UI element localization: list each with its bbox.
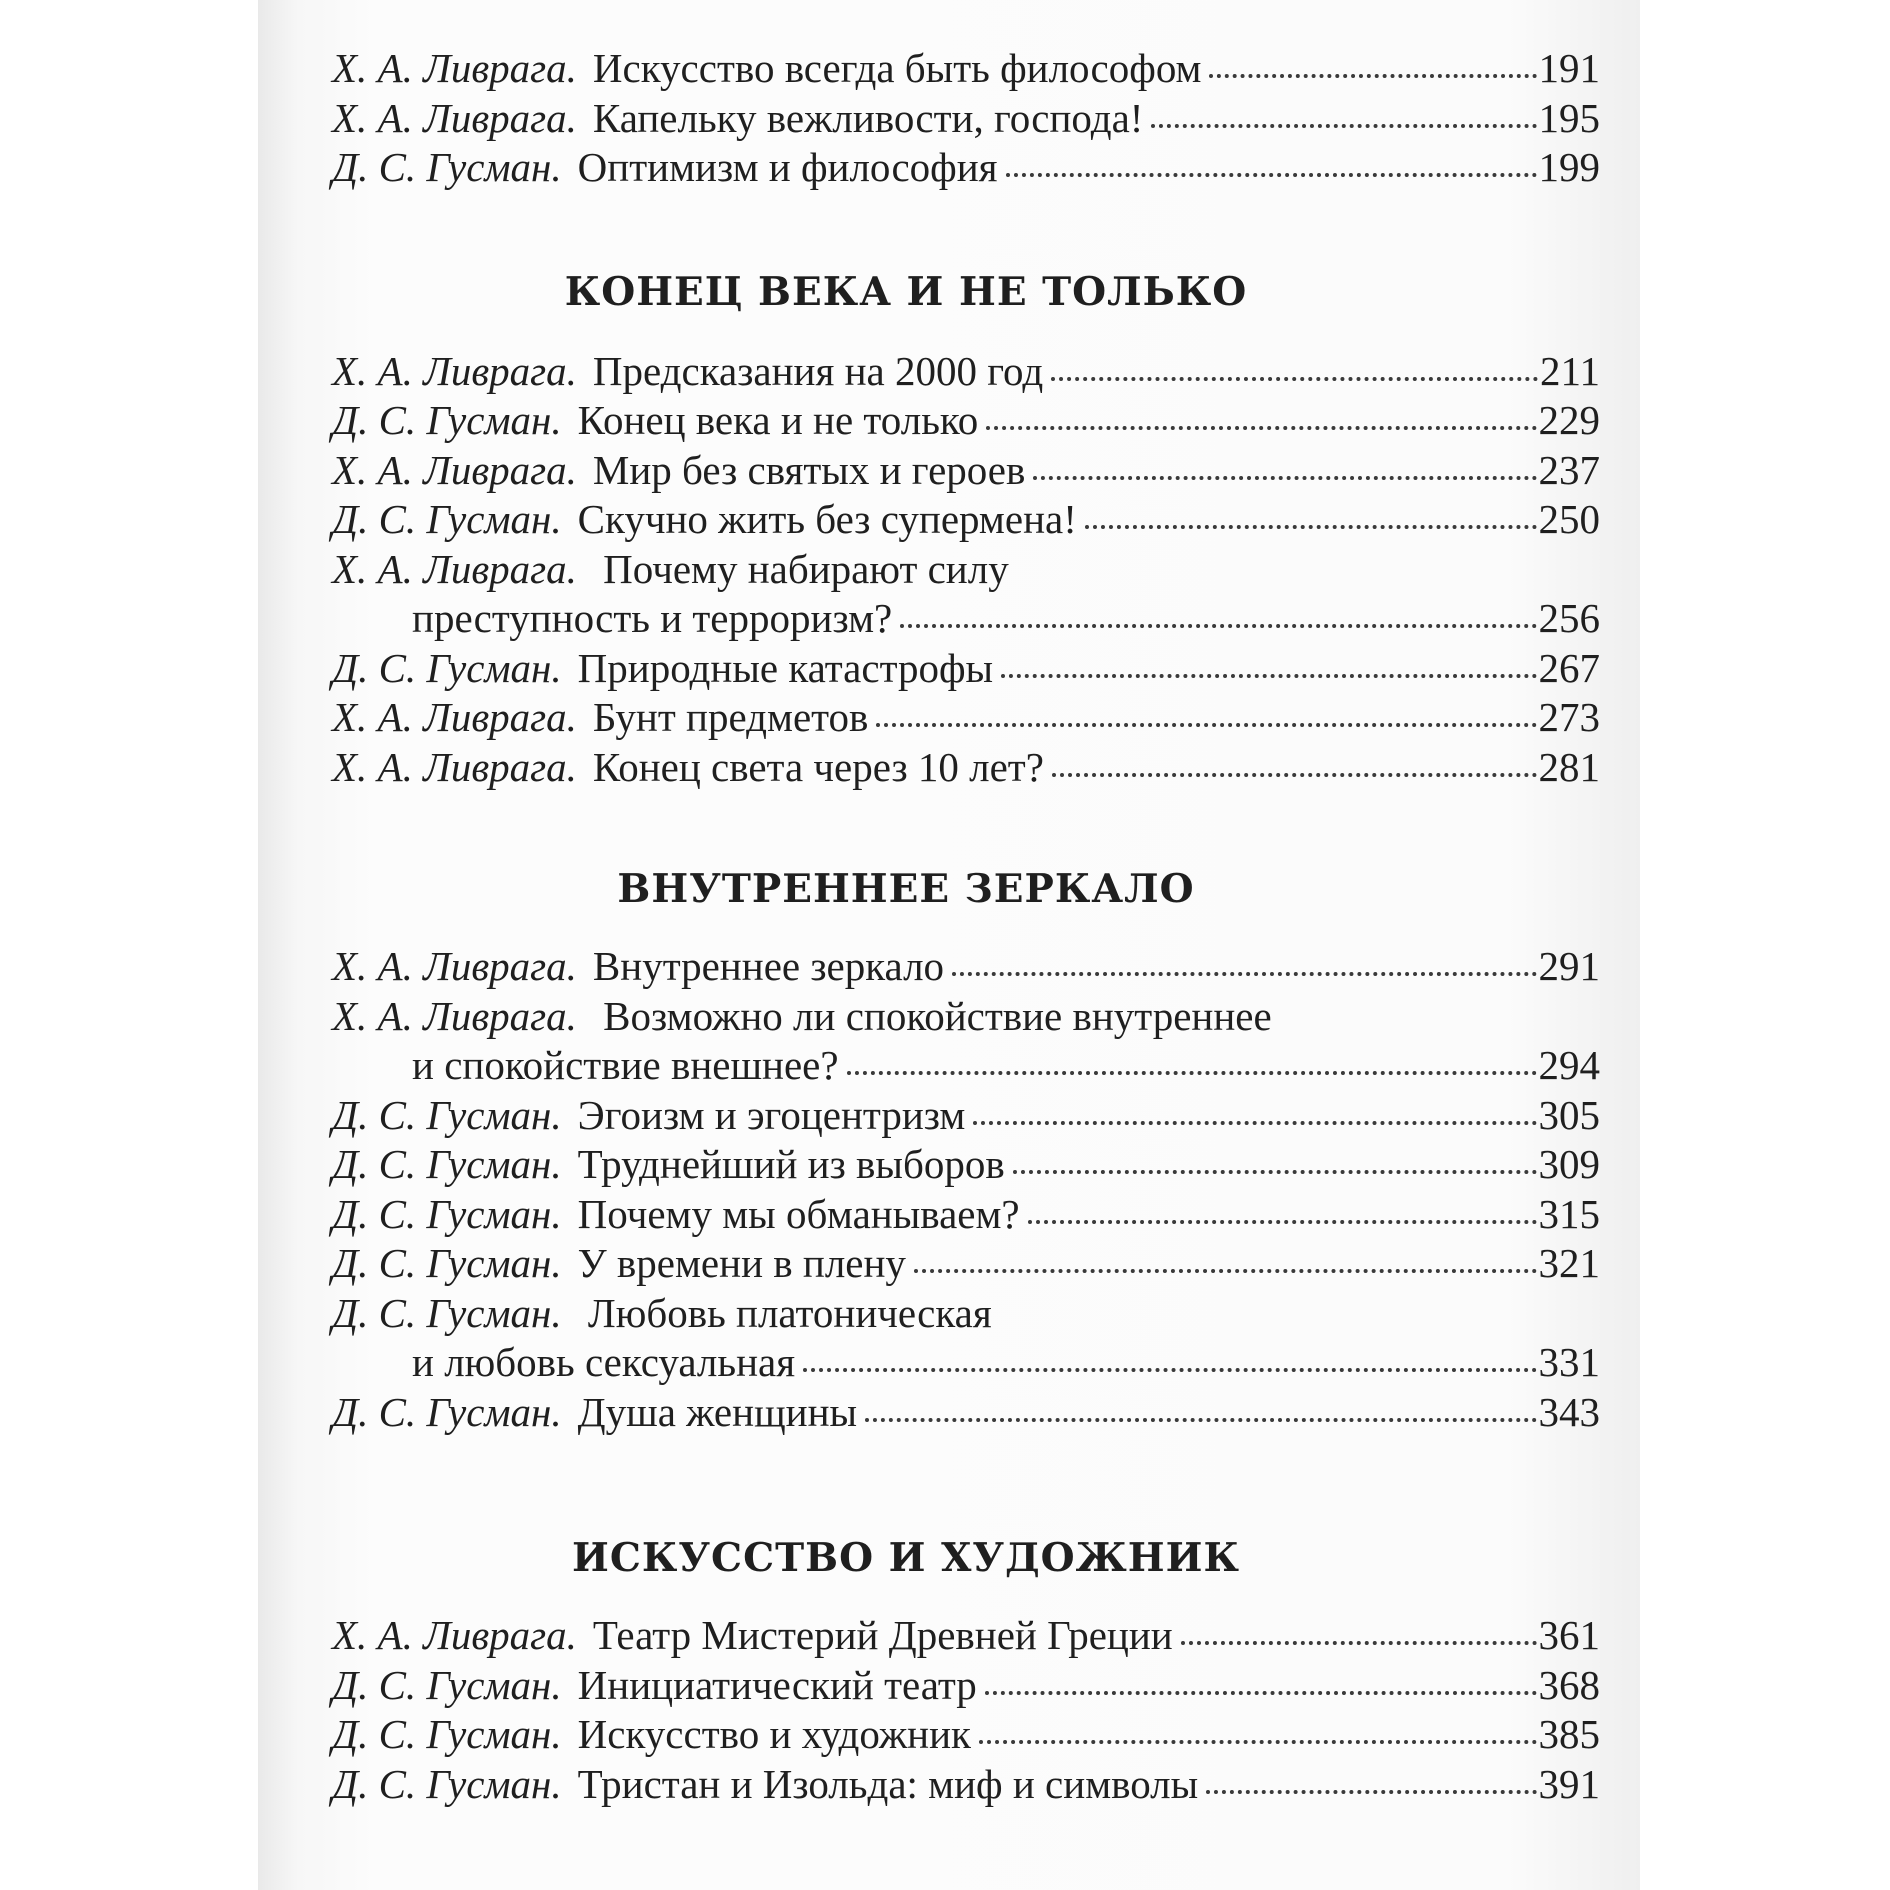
toc-entry [332, 495, 1600, 545]
dot-leader [1051, 377, 1538, 381]
entry-page-number: 391 [1538, 1760, 1600, 1807]
entry-author: Д. С. Гусман. [332, 1661, 562, 1708]
entry-page-number: 385 [1538, 1711, 1600, 1757]
entry-title: Искусство всегда быть философом [592, 45, 1202, 91]
entry-author: Х. А. Ливрага. [332, 694, 577, 740]
entry-title: Почему набирают силу [603, 545, 1009, 592]
entry-author: Х. А. Ливрага. [332, 45, 577, 91]
entry-title: Конец света через 10 лет? [592, 743, 1044, 790]
entry-author: Д. С. Гусман. [332, 1711, 562, 1757]
toc-entry [332, 396, 1600, 446]
entry-author: Х. А. Ливрага. [332, 347, 577, 394]
entry-title: У времени в плену [577, 1240, 906, 1286]
dot-leader [1181, 1641, 1537, 1645]
dot-leader [986, 426, 1536, 430]
entry-page-number: 343 [1538, 1388, 1600, 1435]
toc-entry-continuation [332, 1041, 1600, 1091]
section-heading: ИСКУССТВО И ХУДОЖНИК [572, 1535, 1240, 1581]
entry-page-number: 281 [1538, 743, 1600, 790]
toc-entry [332, 44, 1600, 94]
toc-entry [332, 1388, 1600, 1438]
toc-entry [332, 1611, 1600, 1661]
entry-page-number: 291 [1538, 943, 1600, 989]
entry-author: Х. А. Ливрага. [332, 446, 577, 493]
dot-leader [900, 624, 1536, 628]
entry-page-number: 211 [1540, 347, 1600, 394]
entry-title: Предсказания на 2000 год [592, 347, 1044, 394]
entry-author: Д. С. Гусман. [332, 1760, 562, 1807]
entry-title: Эгоизм и эгоцентризм [577, 1091, 966, 1138]
dot-leader [876, 723, 1536, 727]
entry-title: Конец века и не только [577, 397, 979, 443]
entry-title: Возможно ли спокойствие внутреннее [603, 992, 1272, 1039]
entry-title: Оптимизм и философия [577, 144, 998, 190]
entry-author: Д. С. Гусман. [332, 144, 562, 190]
entry-author: Х. А. Ливрага. [332, 943, 577, 989]
entry-page-number: 321 [1538, 1240, 1600, 1286]
toc-entry [332, 1661, 1600, 1711]
entry-title-continuation: преступность и терроризм? [412, 595, 893, 641]
toc-entry [332, 1239, 1600, 1289]
toc-entry [332, 446, 1600, 496]
entry-page-number: 309 [1538, 1141, 1600, 1187]
entry-page-number: 199 [1538, 144, 1600, 190]
toc-entry [332, 143, 1600, 193]
entry-title: Капельку вежливости, господа! [592, 94, 1144, 141]
dot-leader [1013, 1170, 1537, 1174]
entry-title: Скучно жить без супермена! [577, 496, 1077, 542]
toc-entry [332, 644, 1600, 694]
entry-title: Почему мы обманываем? [577, 1190, 1020, 1237]
toc-entry [332, 693, 1600, 743]
dot-leader [985, 1691, 1537, 1695]
entry-page-number: 331 [1538, 1339, 1600, 1385]
entry-author: Х. А. Ливрага. [332, 743, 577, 790]
table-of-contents [332, 44, 1600, 1809]
entry-author: Д. С. Гусман. [332, 644, 562, 691]
entry-author: Д. С. Гусман. [332, 1141, 562, 1187]
entry-author: Д. С. Гусман. [332, 1190, 562, 1237]
dot-leader [1033, 476, 1536, 480]
entry-title: Искусство и художник [577, 1711, 971, 1757]
entry-page-number: 229 [1538, 397, 1600, 443]
toc-entry-first-line [332, 992, 1600, 1042]
dot-leader [1151, 124, 1536, 128]
entry-page-number: 250 [1538, 496, 1600, 542]
entry-author: Д. С. Гусман. [332, 496, 562, 542]
entry-author: Д. С. Гусман. [332, 1289, 562, 1336]
dot-leader [1028, 1220, 1537, 1224]
entry-page-number: 305 [1538, 1091, 1600, 1138]
entry-author: Х. А. Ливрага. [332, 1612, 577, 1658]
toc-entry [332, 1760, 1600, 1810]
entry-page-number: 267 [1538, 644, 1600, 691]
entry-title: Природные катастрофы [577, 644, 994, 691]
entry-author: Д. С. Гусман. [332, 1091, 562, 1138]
toc-entry [332, 347, 1600, 397]
entry-title-continuation: и спокойствие внешнее? [412, 1042, 839, 1088]
entry-title: Труднейший из выборов [577, 1141, 1005, 1187]
entry-page-number: 237 [1538, 446, 1600, 493]
toc-entry [332, 942, 1600, 992]
dot-leader [1052, 773, 1537, 777]
toc-entry [332, 94, 1600, 144]
entry-page-number: 361 [1538, 1612, 1600, 1658]
toc-entry-continuation [332, 594, 1600, 644]
dot-leader [1085, 525, 1537, 529]
dot-leader [803, 1368, 1536, 1372]
dot-leader [1209, 74, 1536, 78]
dot-leader [1001, 674, 1536, 678]
entry-title: Любовь платоническая [587, 1289, 992, 1336]
toc-entry [332, 1710, 1600, 1760]
entry-title-continuation: и любовь сексуальная [412, 1339, 796, 1385]
entry-author: Х. А. Ливрага. [332, 545, 577, 592]
toc-entry [332, 1091, 1600, 1141]
dot-leader [1006, 173, 1537, 177]
section-heading: ВНУТРЕННЕЕ ЗЕРКАЛО [617, 866, 1195, 912]
entry-author: Х. А. Ливрага. [332, 94, 577, 141]
entry-page-number: 368 [1538, 1661, 1600, 1708]
entry-author: Д. С. Гусман. [332, 1388, 562, 1435]
toc-entry-first-line [332, 545, 1600, 595]
dot-leader [1206, 1790, 1536, 1794]
entry-page-number: 294 [1538, 1042, 1600, 1088]
dot-leader [847, 1071, 1537, 1075]
toc-entry [332, 743, 1600, 793]
entry-author: Х. А. Ливрага. [332, 992, 577, 1039]
entry-author: Д. С. Гусман. [332, 397, 562, 443]
entry-title: Театр Мистерий Древней Греции [592, 1612, 1173, 1658]
entry-page-number: 315 [1538, 1190, 1600, 1237]
dot-leader [973, 1121, 1536, 1125]
entry-page-number: 195 [1538, 94, 1600, 141]
entry-title: Душа женщины [577, 1388, 858, 1435]
toc-entry [332, 1140, 1600, 1190]
entry-title: Тристан и Изольда: миф и символы [577, 1760, 1199, 1807]
dot-leader [952, 972, 1536, 976]
entry-title: Внутреннее зеркало [592, 943, 945, 989]
entry-title: Бунт предметов [592, 694, 869, 740]
entry-page-number: 256 [1538, 595, 1600, 641]
entry-title: Мир без святых и героев [592, 446, 1026, 493]
section-heading: КОНЕЦ ВЕКА И НЕ ТОЛЬКО [564, 268, 1248, 315]
dot-leader [979, 1740, 1537, 1744]
entry-author: Д. С. Гусман. [332, 1240, 562, 1286]
toc-entry-first-line [332, 1289, 1600, 1339]
entry-page-number: 273 [1538, 694, 1600, 740]
dot-leader [865, 1418, 1536, 1422]
dot-leader [914, 1269, 1537, 1273]
toc-entry [332, 1190, 1600, 1240]
entry-title: Инициатический театр [577, 1661, 977, 1708]
entry-page-number: 191 [1538, 45, 1600, 91]
toc-entry-continuation [332, 1338, 1600, 1388]
